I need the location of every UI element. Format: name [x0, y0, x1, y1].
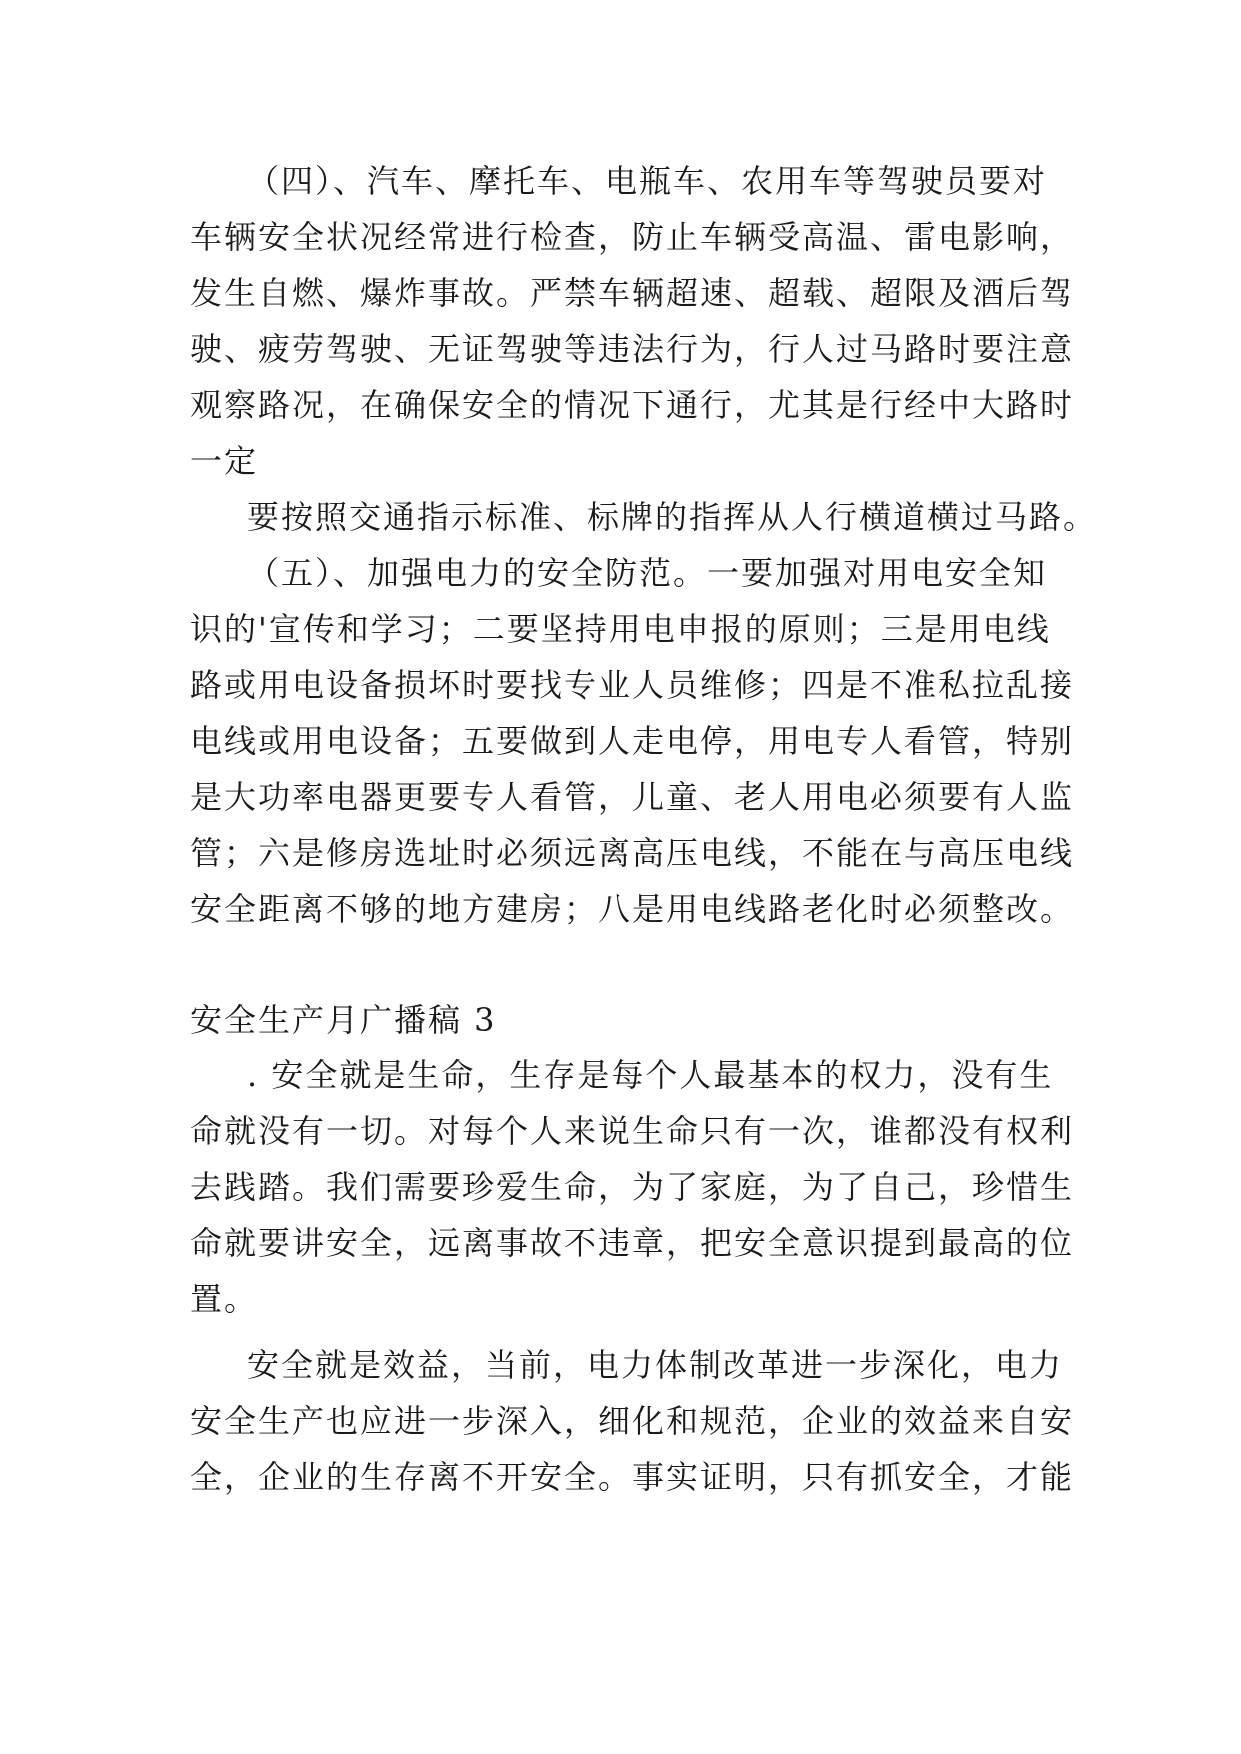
text-line: 路或用电设备损坏时要找专业人员维修；四是不准私拉乱接 — [190, 666, 1075, 704]
text-line: 发生自燃、爆炸事故。严禁车辆超速、超载、超限及酒后驾 — [190, 274, 1075, 312]
text-line: 车辆安全状况经常进行检查，防止车辆受高温、雷电影响， — [190, 218, 1075, 256]
text-line: 命就没有一切。对每个人来说生命只有一次，谁都没有权利 — [190, 1112, 1075, 1150]
text-line: 驶、疲劳驾驶、无证驾驶等违法行为，行人过马路时要注意 — [190, 330, 1075, 368]
section-heading: 安全生产月广播稿 3 — [190, 1001, 497, 1039]
text-line: 是大功率电器更要专人看管，儿童、老人用电必须要有人监 — [190, 778, 1075, 816]
text-line: 安全就是效益，当前，电力体制改革进一步深化，电力 — [247, 1346, 1064, 1384]
text-line: （四）、汽车、摩托车、电瓶车、农用车等驾驶员要对 — [247, 162, 1048, 200]
text-line: 去践踏。我们需要珍爱生命，为了家庭，为了自己，珍惜生 — [190, 1168, 1075, 1206]
text-line: 电线或用电设备；五要做到人走电停，用电专人看管，特别 — [190, 722, 1075, 760]
text-line: 观察路况，在确保安全的情况下通行，尤其是行经中大路时 — [190, 386, 1075, 424]
text-line: （五）、加强电力的安全防范。一要加强对用电安全知 — [247, 554, 1048, 592]
text-line: 安全生产也应进一步深入，细化和规范，企业的效益来自安 — [190, 1402, 1075, 1440]
text-line: . 安全就是生命，生存是每个人最基本的权力，没有生 — [247, 1056, 1054, 1094]
text-line: 管；六是修房选址时必须远离高压电线，不能在与高压电线 — [190, 834, 1075, 872]
text-line: 安全距离不够的地方建房；八是用电线路老化时必须整改。 — [190, 890, 1075, 928]
text-line: 一定 — [190, 442, 259, 480]
text-line: 置。 — [190, 1280, 259, 1318]
text-line: 识的'宣传和学习；二要坚持用电申报的原则；三是用电线 — [190, 610, 1051, 648]
text-line: 全，企业的生存离不开安全。事实证明，只有抓安全，才能 — [190, 1458, 1075, 1496]
text-line: 命就要讲安全，远离事故不违章，把安全意识提到最高的位 — [190, 1224, 1075, 1262]
text-line: 要按照交通指示标准、标牌的指挥从人行横道横过马路。 — [247, 498, 1098, 536]
